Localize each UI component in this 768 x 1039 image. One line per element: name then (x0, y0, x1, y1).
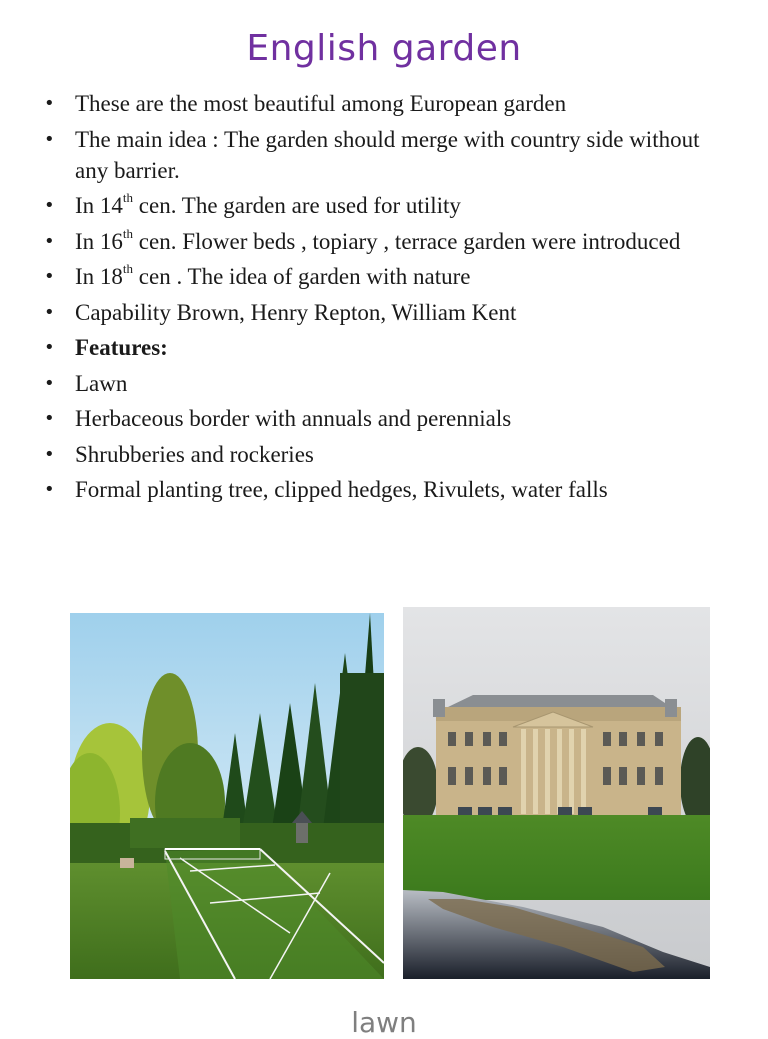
bullet-item (40, 439, 730, 470)
bullet-text: In 16th cen. Flower beds , topiary , terrace garden were introduced (75, 225, 681, 254)
bullet-icon: • (44, 443, 55, 465)
bullet-icon: • (44, 128, 55, 150)
bullet-text: Shrubberies and rockeries (75, 441, 314, 467)
bullet-icon: • (44, 266, 55, 287)
bullet-text: Lawn (75, 370, 128, 396)
bullet-icon: • (44, 301, 55, 323)
bullet-icon: • (44, 195, 55, 216)
ordinal-suffix: th (122, 190, 134, 206)
bullet-item (40, 368, 730, 399)
lawn-photo (70, 613, 384, 979)
bullet-item (40, 124, 730, 186)
bullet-text: The main idea : The garden should merge with country side without any barrier. (75, 126, 700, 183)
bullet-text: Formal planting tree, clipped hedges, Rivulets, water falls (75, 477, 608, 502)
bullet-text: In 14th cen. The garden are used for utility (75, 190, 461, 218)
bullet-list (40, 88, 730, 510)
bullet-text: In 18th cen . The idea of garden with nature (75, 261, 471, 289)
bullet-item (40, 261, 730, 292)
bullet-item (40, 88, 730, 119)
bullet-item (40, 474, 730, 505)
bullet-icon: • (44, 337, 55, 358)
bullet-icon: • (44, 372, 55, 394)
bullet-item (40, 297, 730, 328)
bullet-icon: • (44, 408, 55, 429)
bullet-text: Capability Brown, Henry Repton, William Kent (75, 299, 517, 325)
ordinal-suffix: th (122, 261, 134, 277)
lawn-photo-illustration (70, 613, 384, 979)
bullet-icon: • (44, 93, 55, 114)
bullet-item (40, 190, 730, 221)
ordinal-suffix: th (122, 225, 134, 241)
bullet-icon: • (44, 230, 55, 252)
slide-title: English garden (246, 28, 522, 69)
manor-house-photo (403, 607, 710, 979)
bullet-item (40, 226, 730, 257)
bullet-item (40, 403, 730, 434)
photo-caption: lawn (351, 1006, 417, 1039)
manor-house-illustration (403, 607, 710, 979)
bullet-item-features-heading (40, 332, 730, 363)
bullet-text: Herbaceous border with annuals and perennials (75, 406, 512, 431)
bullet-icon: • (44, 479, 55, 500)
bullet-text: Features: (75, 335, 168, 360)
bullet-text: These are the most beautiful among European garden (75, 91, 567, 116)
